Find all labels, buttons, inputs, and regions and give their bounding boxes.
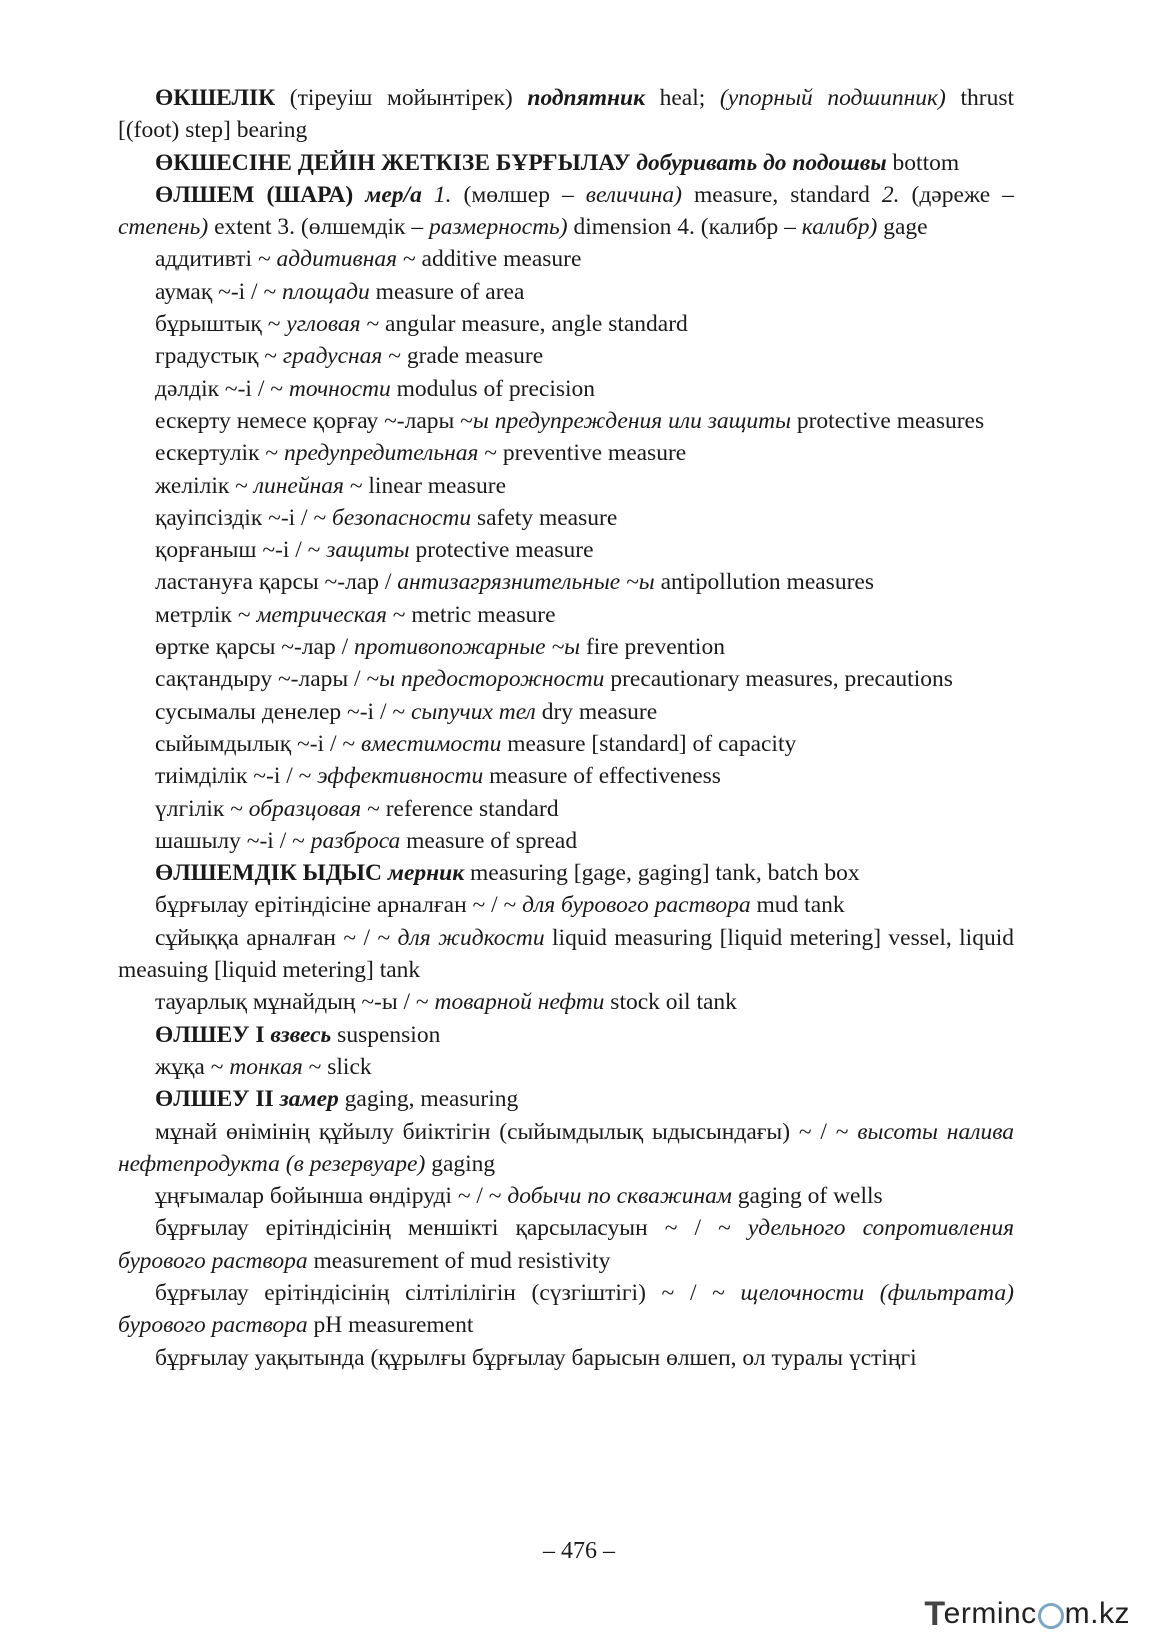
page-number: – 476 – (543, 1538, 615, 1564)
headword: ӨЛШЕУ І (155, 1021, 265, 1048)
russian-term: точности (288, 375, 391, 402)
russian-term: разброса (310, 827, 401, 854)
entry-subterm-paragraph (118, 340, 1014, 372)
russian-term: антизагрязнительные ~ы (397, 569, 655, 596)
text-run: бұрғылау ерітіндісінің сілтілілігін (сүзгіштігі) ~ / ~ (155, 1279, 741, 1306)
entry-headword-paragraph (118, 1019, 1014, 1051)
russian-term: щелочности (фильтрата) бурового раствора (118, 1279, 1014, 1339)
entry-subterm-paragraph (118, 1180, 1014, 1212)
russian-term: степень) (118, 214, 209, 241)
entry-subterm-paragraph (118, 760, 1014, 792)
russian-term: площади (282, 278, 370, 305)
russian-term: противопожарные ~ы (354, 634, 581, 661)
text-run: heal; (645, 85, 720, 111)
entry-subterm-paragraph (118, 1116, 1014, 1181)
russian-headword: мерник (387, 860, 465, 887)
text-run: stock oil tank (604, 989, 737, 1016)
text-run: қауіпсіздік ~-і / ~ (155, 504, 333, 531)
russian-headword: подпятник (527, 85, 646, 111)
entry-subterm-paragraph (118, 243, 1014, 275)
text-run: тауарлық мұнайдың ~-ы / ~ (155, 989, 435, 1016)
russian-term: угловая (286, 311, 361, 338)
text-run: fire prevention (580, 634, 725, 661)
text-run: liquid measuring [liquid metering] vessel, liquid measuing [liquid metering] tank (118, 924, 1014, 984)
text-run: ластануға қарсы ~-лар / (155, 569, 398, 596)
text-run (353, 182, 365, 208)
entry-subterm-paragraph (118, 1342, 1014, 1374)
entry-headword-paragraph (118, 147, 1014, 179)
text-run: measuring [gage, gaging] tank, batch box (464, 860, 860, 887)
russian-term: аддитивная (276, 246, 398, 273)
text-run: желілік ~ (155, 472, 254, 499)
russian-term: ы предосторожности (379, 666, 605, 693)
entry-subterm-paragraph (118, 470, 1014, 502)
headword: ӨЛШЕУ ІІ (155, 1086, 274, 1113)
text-run: ~ additive measure (397, 246, 582, 273)
russian-term: калибр) (801, 214, 878, 241)
text-run: bottom (886, 149, 960, 176)
text-run: suspension (331, 1021, 441, 1048)
text-run: сыйымдылық ~-і / ~ (155, 730, 361, 757)
russian-term: метрическая (256, 601, 387, 628)
russian-term: для бурового раствора (522, 892, 751, 919)
russian-term: предупредительная (283, 440, 479, 467)
entry-headword-paragraph (118, 179, 1014, 244)
text-run: dimension 4. (калибр – (567, 214, 802, 241)
text-run: safety measure (471, 504, 618, 531)
text-run: (дәреже – (899, 181, 1015, 208)
entry-subterm-paragraph (118, 437, 1014, 469)
text-run: ~ angular measure, angle standard (360, 311, 688, 338)
logo-ring-icon (1038, 1603, 1064, 1629)
headword: ӨЛШЕМ (ШАРА) (155, 181, 354, 208)
entry-subterm-paragraph (118, 502, 1014, 534)
russian-headword: мер/а (365, 181, 422, 208)
text-run: ~ metric measure (386, 601, 556, 628)
russian-term: 2. (881, 181, 900, 208)
text-run: бұрғылау ерітіндісіне арналған ~ / ~ (155, 892, 523, 919)
text-run: бұрғылау уақытында (құрылғы бұрғылау барысын өлшеп, ол туралы үстіңгі (155, 1344, 917, 1371)
entry-subterm-paragraph (118, 1277, 1014, 1342)
text-run: ~ linear measure (343, 472, 507, 499)
text-run: precautionary measures, precautions (604, 666, 953, 693)
entry-subterm-paragraph (118, 825, 1014, 857)
text-run: сақтандыру ~-лары / ~ (155, 666, 380, 693)
text-run: аумақ ~-і / ~ (155, 278, 283, 305)
text-run: үлгілік ~ (155, 795, 249, 822)
text-run: measure [standard] of capacity (501, 730, 797, 757)
entry-subterm-paragraph (118, 986, 1014, 1018)
russian-term: величина) (585, 181, 682, 208)
logo-suffix: m.kz (1064, 1597, 1130, 1630)
text-run: modulus of precision (390, 375, 596, 402)
headword: ӨКШЕСІНЕ ДЕЙІН ЖЕТКІЗЕ БҰРҒЫЛАУ (155, 149, 631, 176)
text-run: gage (877, 214, 928, 241)
text-run: ~ reference standard (361, 795, 559, 822)
text-run: ~ grade measure (382, 343, 544, 370)
russian-term: (упорный подшипник) (719, 85, 946, 111)
entry-subterm-paragraph (118, 373, 1014, 405)
text-run: measure of spread (400, 827, 578, 854)
text-run: метрлік ~ (155, 601, 257, 628)
entry-headword-paragraph (118, 857, 1014, 889)
russian-term: защиты (326, 537, 410, 564)
entry-headword-paragraph (118, 82, 1014, 147)
russian-headword: добуривать до подошвы (636, 149, 887, 176)
text-run: dry measure (535, 698, 658, 725)
text-run: gaging of wells (731, 1183, 883, 1210)
text-run: бұрыштық ~ (155, 311, 287, 338)
text-run: measure, standard (682, 181, 882, 208)
entry-subterm-paragraph (118, 1051, 1014, 1083)
entry-subterm-paragraph (118, 793, 1014, 825)
dictionary-page (118, 82, 1014, 1374)
entry-subterm-paragraph (118, 728, 1014, 760)
russian-term: вместимости (360, 730, 502, 757)
entry-subterm-paragraph (118, 631, 1014, 663)
text-run: қорғаныш ~-і / ~ (155, 537, 327, 564)
text-run: measurement of mud resistivity (307, 1247, 611, 1274)
russian-term: товарной нефти (434, 989, 605, 1016)
text-run: measure of effectiveness (483, 763, 721, 790)
text-run: сусымалы денелер ~-і / ~ (155, 698, 411, 725)
entry-subterm-paragraph (118, 534, 1014, 566)
text-run: protective measures (790, 407, 985, 434)
text-run: extent 3. (өлшемдік – (208, 214, 429, 241)
entry-subterm-paragraph (118, 1212, 1014, 1277)
text-run: (мөлшер – (451, 181, 586, 208)
russian-term: градусная (282, 343, 383, 370)
logo-text: erminc (943, 1597, 1037, 1630)
text-run: ұңғымалар бойынша өндіруді ~ / ~ (155, 1183, 508, 1210)
russian-term: ы предупреждения или защиты (472, 407, 791, 434)
russian-term: 1. (433, 181, 452, 208)
text-run: дәлдік ~-і / ~ (155, 375, 289, 402)
text-run: өртке қарсы ~-лар / (155, 634, 355, 661)
russian-term: размерность) (428, 214, 568, 241)
entry-subterm-paragraph (118, 276, 1014, 308)
russian-term: эффективности (317, 763, 484, 790)
text-run: gaging, measuring (338, 1086, 519, 1113)
entry-subterm-paragraph (118, 405, 1014, 437)
russian-term: для жидкости (397, 924, 545, 951)
text-run (422, 182, 434, 208)
russian-headword: замер (279, 1086, 339, 1113)
text-run: measure of area (369, 278, 525, 305)
text-run: antipollution measures (654, 569, 874, 596)
entry-subterm-paragraph (118, 696, 1014, 728)
text-run: мұнай өнімінің құйылу биіктігін (сыйымдылық ыдысындағы) ~ / ~ (155, 1118, 858, 1145)
russian-term: тонкая (229, 1053, 303, 1080)
text-run: gaging (425, 1150, 496, 1177)
russian-term: добычи по скважинам (507, 1183, 732, 1210)
entry-subterm-paragraph (118, 308, 1014, 340)
termincom-logo (924, 1596, 1130, 1632)
text-run: шашылу ~-і / ~ (155, 827, 311, 854)
russian-term: образцовая (248, 795, 362, 822)
logo-letter: T (924, 1594, 946, 1633)
text-run: (тіреуіш мойынтірек) (275, 85, 528, 111)
entry-subterm-paragraph (118, 922, 1014, 987)
text-run: сұйыққа арналған ~ / ~ (155, 924, 398, 951)
russian-term: высоты налива нефтепродукта (в резервуаре) (118, 1118, 1014, 1177)
text-run: ескертулік ~ (155, 440, 284, 467)
russian-term: сыпучих тел (410, 698, 536, 725)
text-run: жұқа ~ (155, 1053, 230, 1080)
entry-subterm-paragraph (118, 566, 1014, 598)
entry-subterm-paragraph (118, 889, 1014, 921)
text-run: ~ preventive measure (478, 440, 687, 467)
text-run: градустық ~ (155, 343, 283, 370)
entry-subterm-paragraph (118, 663, 1014, 695)
text-run: тиімділік ~-і / ~ (155, 763, 318, 790)
headword: ӨЛШЕМДІК ЫДЫС (155, 860, 382, 887)
entry-subterm-paragraph (118, 599, 1014, 631)
russian-term: удельного сопротивления бурового раствора (118, 1215, 1014, 1274)
russian-term: линейная (253, 472, 344, 499)
russian-term: безопасности (332, 504, 472, 531)
text-run: бұрғылау ерітіндісінің меншікті қарсыласуын ~ / ~ (155, 1215, 748, 1242)
text-run: pH measurement (307, 1312, 474, 1339)
text-run: ~ slick (302, 1053, 372, 1080)
text-run: аддитивті ~ (155, 246, 277, 273)
text-run: protective measure (409, 537, 594, 564)
russian-headword: взвесь (270, 1021, 332, 1048)
text-run: mud tank (750, 892, 845, 919)
headword: ӨКШЕЛІК (155, 85, 276, 111)
entry-headword-paragraph (118, 1083, 1014, 1115)
text-run: thrust [(foot) step] bearing (118, 85, 1015, 144)
text-run: ескерту немесе қорғау ~-лары ~ (155, 407, 473, 434)
